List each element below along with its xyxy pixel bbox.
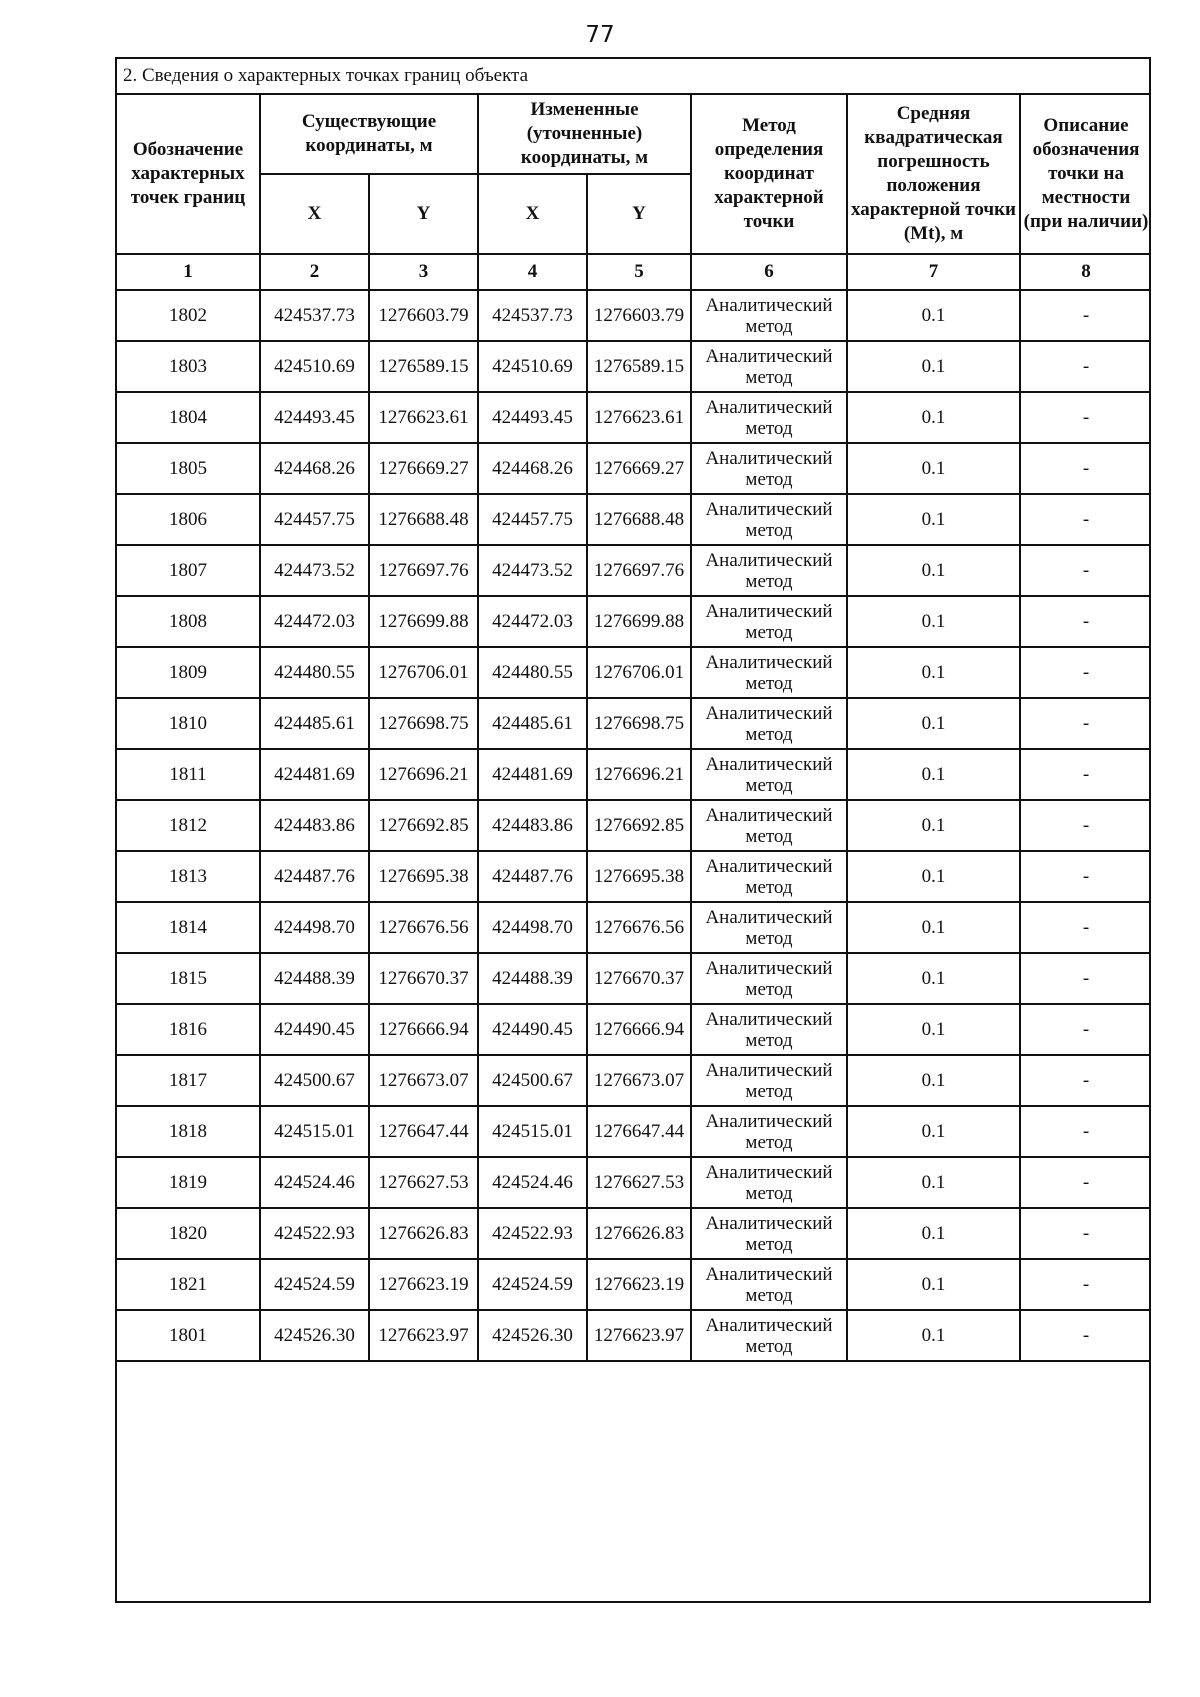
- description-cell: -: [1020, 1055, 1151, 1106]
- accuracy-cell: 0.1: [847, 596, 1020, 647]
- accuracy-cell: 0.1: [847, 851, 1020, 902]
- table-row: [117, 1004, 1151, 1055]
- existing-y-cell: 1276627.53: [369, 1157, 478, 1208]
- changed-y-cell: 1276696.21: [587, 749, 691, 800]
- existing-x-cell: 424472.03: [260, 596, 369, 647]
- table-row: [117, 800, 1151, 851]
- table-row: [117, 443, 1151, 494]
- point-id-cell: 1805: [117, 443, 260, 494]
- table-row: [117, 749, 1151, 800]
- existing-y-cell: 1276698.75: [369, 698, 478, 749]
- method-line: метод: [745, 825, 793, 847]
- point-id-cell: 1814: [117, 902, 260, 953]
- point-id-cell: 1812: [117, 800, 260, 851]
- point-id-cell: 1802: [117, 290, 260, 341]
- method-line: метод: [745, 315, 793, 337]
- column-number: 5: [587, 254, 691, 290]
- table-row: [117, 494, 1151, 545]
- accuracy-cell: 0.1: [847, 392, 1020, 443]
- point-id-cell: 1816: [117, 1004, 260, 1055]
- existing-x-cell: 424524.46: [260, 1157, 369, 1208]
- accuracy-cell: 0.1: [847, 1157, 1020, 1208]
- column-number: 6: [691, 254, 847, 290]
- method-line: Аналитический: [705, 396, 833, 418]
- method-line: Аналитический: [705, 498, 833, 520]
- existing-x-cell: 424488.39: [260, 953, 369, 1004]
- method-line: метод: [745, 366, 793, 388]
- description-cell: -: [1020, 596, 1151, 647]
- table-row: [117, 953, 1151, 1004]
- changed-y-cell: 1276697.76: [587, 545, 691, 596]
- changed-x-cell: 424537.73: [478, 290, 587, 341]
- method-line: метод: [745, 1182, 793, 1204]
- method-cell: [691, 953, 847, 1004]
- existing-y-cell: 1276706.01: [369, 647, 478, 698]
- changed-y-cell: 1276603.79: [587, 290, 691, 341]
- method-line: Аналитический: [705, 600, 833, 622]
- method-line: метод: [745, 1284, 793, 1306]
- header-changed-y: Y: [587, 174, 691, 254]
- changed-x-cell: 424487.76: [478, 851, 587, 902]
- description-cell: -: [1020, 494, 1151, 545]
- method-cell: [691, 443, 847, 494]
- changed-y-cell: 1276666.94: [587, 1004, 691, 1055]
- method-cell: [691, 749, 847, 800]
- page-number: 77: [585, 22, 615, 48]
- point-id-cell: 1807: [117, 545, 260, 596]
- method-line: Аналитический: [705, 1263, 833, 1285]
- changed-y-cell: 1276699.88: [587, 596, 691, 647]
- accuracy-cell: 0.1: [847, 443, 1020, 494]
- method-line: Аналитический: [705, 804, 833, 826]
- column-number: 3: [369, 254, 478, 290]
- method-line: метод: [745, 519, 793, 541]
- point-id-cell: 1817: [117, 1055, 260, 1106]
- point-id-cell: 1811: [117, 749, 260, 800]
- boundary-points-table: [117, 59, 1151, 1362]
- method-line: Аналитический: [705, 1314, 833, 1336]
- existing-x-cell: 424537.73: [260, 290, 369, 341]
- method-cell: [691, 392, 847, 443]
- method-cell: [691, 851, 847, 902]
- method-line: метод: [745, 621, 793, 643]
- changed-y-cell: 1276688.48: [587, 494, 691, 545]
- existing-x-cell: 424526.30: [260, 1310, 369, 1361]
- changed-x-cell: 424457.75: [478, 494, 587, 545]
- accuracy-cell: 0.1: [847, 1055, 1020, 1106]
- point-id-cell: 1813: [117, 851, 260, 902]
- method-line: Аналитический: [705, 1008, 833, 1030]
- existing-y-cell: 1276589.15: [369, 341, 478, 392]
- description-cell: -: [1020, 647, 1151, 698]
- accuracy-cell: 0.1: [847, 647, 1020, 698]
- accuracy-cell: 0.1: [847, 1004, 1020, 1055]
- method-cell: [691, 1106, 847, 1157]
- changed-x-cell: 424526.30: [478, 1310, 587, 1361]
- description-cell: -: [1020, 1259, 1151, 1310]
- changed-x-cell: 424493.45: [478, 392, 587, 443]
- accuracy-cell: 0.1: [847, 1259, 1020, 1310]
- changed-y-cell: 1276589.15: [587, 341, 691, 392]
- existing-x-cell: 424490.45: [260, 1004, 369, 1055]
- point-id-cell: 1804: [117, 392, 260, 443]
- method-line: Аналитический: [705, 447, 833, 469]
- accuracy-cell: 0.1: [847, 749, 1020, 800]
- description-cell: -: [1020, 953, 1151, 1004]
- changed-y-cell: 1276706.01: [587, 647, 691, 698]
- table-row: [117, 902, 1151, 953]
- changed-x-cell: 424472.03: [478, 596, 587, 647]
- existing-y-cell: 1276623.97: [369, 1310, 478, 1361]
- section-title: 2. Сведения о характерных точках границ объекта: [117, 59, 1151, 94]
- method-line: Аналитический: [705, 957, 833, 979]
- point-id-cell: 1803: [117, 341, 260, 392]
- point-id-cell: 1808: [117, 596, 260, 647]
- method-cell: [691, 494, 847, 545]
- method-line: метод: [745, 978, 793, 1000]
- method-line: метод: [745, 468, 793, 490]
- changed-x-cell: 424498.70: [478, 902, 587, 953]
- table-row: [117, 851, 1151, 902]
- table-row: [117, 1310, 1151, 1361]
- changed-x-cell: 424485.61: [478, 698, 587, 749]
- header-existing-coordinates: Существующие координаты, м: [260, 94, 478, 174]
- existing-y-cell: 1276697.76: [369, 545, 478, 596]
- method-cell: [691, 596, 847, 647]
- changed-x-cell: 424468.26: [478, 443, 587, 494]
- table-row: [117, 596, 1151, 647]
- changed-y-cell: 1276695.38: [587, 851, 691, 902]
- point-id-cell: 1809: [117, 647, 260, 698]
- method-cell: [691, 698, 847, 749]
- table-row: [117, 1259, 1151, 1310]
- changed-x-cell: 424490.45: [478, 1004, 587, 1055]
- existing-y-cell: 1276688.48: [369, 494, 478, 545]
- column-number: 2: [260, 254, 369, 290]
- accuracy-cell: 0.1: [847, 290, 1020, 341]
- existing-y-cell: 1276670.37: [369, 953, 478, 1004]
- table-row: [117, 545, 1151, 596]
- header-changed-coordinates: Измененные (уточненные) координаты, м: [478, 94, 691, 174]
- changed-y-cell: 1276647.44: [587, 1106, 691, 1157]
- existing-y-cell: 1276695.38: [369, 851, 478, 902]
- changed-y-cell: 1276623.97: [587, 1310, 691, 1361]
- point-id-cell: 1815: [117, 953, 260, 1004]
- method-cell: [691, 1208, 847, 1259]
- method-line: Аналитический: [705, 906, 833, 928]
- changed-x-cell: 424524.46: [478, 1157, 587, 1208]
- description-cell: -: [1020, 1208, 1151, 1259]
- accuracy-cell: 0.1: [847, 953, 1020, 1004]
- existing-y-cell: 1276669.27: [369, 443, 478, 494]
- description-cell: -: [1020, 290, 1151, 341]
- point-id-cell: 1806: [117, 494, 260, 545]
- changed-y-cell: 1276623.19: [587, 1259, 691, 1310]
- changed-y-cell: 1276627.53: [587, 1157, 691, 1208]
- method-line: Аналитический: [705, 1161, 833, 1183]
- description-cell: -: [1020, 902, 1151, 953]
- existing-y-cell: 1276603.79: [369, 290, 478, 341]
- table-row: [117, 1208, 1151, 1259]
- table-row: [117, 341, 1151, 392]
- description-cell: -: [1020, 698, 1151, 749]
- header-accuracy: Средняя квадратическая погрешность положения характерной точки (Mt), м: [847, 94, 1020, 254]
- method-cell: [691, 1157, 847, 1208]
- description-cell: -: [1020, 392, 1151, 443]
- existing-y-cell: 1276692.85: [369, 800, 478, 851]
- column-number: 1: [117, 254, 260, 290]
- method-line: метод: [745, 1029, 793, 1051]
- table-row: [117, 647, 1151, 698]
- header-designation: Обозначение характерных точек границ: [117, 94, 260, 254]
- method-cell: [691, 1004, 847, 1055]
- description-cell: -: [1020, 851, 1151, 902]
- method-line: метод: [745, 672, 793, 694]
- changed-x-cell: 424515.01: [478, 1106, 587, 1157]
- description-cell: -: [1020, 1004, 1151, 1055]
- existing-x-cell: 424493.45: [260, 392, 369, 443]
- changed-y-cell: 1276669.27: [587, 443, 691, 494]
- table-body: [117, 290, 1151, 1361]
- header-changed-x: X: [478, 174, 587, 254]
- point-id-cell: 1821: [117, 1259, 260, 1310]
- table-row: [117, 1106, 1151, 1157]
- changed-y-cell: 1276670.37: [587, 953, 691, 1004]
- method-cell: [691, 647, 847, 698]
- existing-x-cell: 424468.26: [260, 443, 369, 494]
- accuracy-cell: 0.1: [847, 698, 1020, 749]
- method-line: Аналитический: [705, 294, 833, 316]
- accuracy-cell: 0.1: [847, 902, 1020, 953]
- existing-x-cell: 424487.76: [260, 851, 369, 902]
- point-id-cell: 1818: [117, 1106, 260, 1157]
- changed-y-cell: 1276698.75: [587, 698, 691, 749]
- method-line: метод: [745, 1080, 793, 1102]
- method-cell: [691, 290, 847, 341]
- method-line: метод: [745, 1335, 793, 1357]
- method-line: Аналитический: [705, 549, 833, 571]
- point-id-cell: 1810: [117, 698, 260, 749]
- point-id-cell: 1819: [117, 1157, 260, 1208]
- accuracy-cell: 0.1: [847, 800, 1020, 851]
- description-cell: -: [1020, 1106, 1151, 1157]
- point-id-cell: 1801: [117, 1310, 260, 1361]
- existing-x-cell: 424480.55: [260, 647, 369, 698]
- method-cell: [691, 341, 847, 392]
- column-number: 7: [847, 254, 1020, 290]
- accuracy-cell: 0.1: [847, 341, 1020, 392]
- accuracy-cell: 0.1: [847, 1310, 1020, 1361]
- method-line: метод: [745, 417, 793, 439]
- method-cell: [691, 800, 847, 851]
- existing-x-cell: 424473.52: [260, 545, 369, 596]
- changed-x-cell: 424481.69: [478, 749, 587, 800]
- changed-y-cell: 1276676.56: [587, 902, 691, 953]
- column-number: 4: [478, 254, 587, 290]
- changed-y-cell: 1276692.85: [587, 800, 691, 851]
- changed-x-cell: 424522.93: [478, 1208, 587, 1259]
- table-row: [117, 392, 1151, 443]
- existing-x-cell: 424510.69: [260, 341, 369, 392]
- accuracy-cell: 0.1: [847, 545, 1020, 596]
- table-row: [117, 698, 1151, 749]
- header-existing-y: Y: [369, 174, 478, 254]
- changed-y-cell: 1276623.61: [587, 392, 691, 443]
- method-line: метод: [745, 570, 793, 592]
- existing-x-cell: 424524.59: [260, 1259, 369, 1310]
- changed-x-cell: 424488.39: [478, 953, 587, 1004]
- description-cell: -: [1020, 1157, 1151, 1208]
- method-line: метод: [745, 723, 793, 745]
- changed-x-cell: 424510.69: [478, 341, 587, 392]
- method-line: Аналитический: [705, 345, 833, 367]
- method-line: Аналитический: [705, 651, 833, 673]
- existing-y-cell: 1276696.21: [369, 749, 478, 800]
- existing-y-cell: 1276647.44: [369, 1106, 478, 1157]
- column-number: 8: [1020, 254, 1151, 290]
- existing-y-cell: 1276676.56: [369, 902, 478, 953]
- point-id-cell: 1820: [117, 1208, 260, 1259]
- method-line: Аналитический: [705, 855, 833, 877]
- existing-y-cell: 1276626.83: [369, 1208, 478, 1259]
- existing-y-cell: 1276623.19: [369, 1259, 478, 1310]
- changed-y-cell: 1276673.07: [587, 1055, 691, 1106]
- method-line: метод: [745, 876, 793, 898]
- table-row: [117, 1157, 1151, 1208]
- existing-x-cell: 424457.75: [260, 494, 369, 545]
- table-row: [117, 290, 1151, 341]
- method-line: Аналитический: [705, 1110, 833, 1132]
- accuracy-cell: 0.1: [847, 1106, 1020, 1157]
- document-sheet: [115, 57, 1151, 1603]
- existing-y-cell: 1276666.94: [369, 1004, 478, 1055]
- method-line: метод: [745, 1233, 793, 1255]
- description-cell: -: [1020, 341, 1151, 392]
- method-line: Аналитический: [705, 1059, 833, 1081]
- existing-y-cell: 1276673.07: [369, 1055, 478, 1106]
- method-cell: [691, 1259, 847, 1310]
- method-cell: [691, 545, 847, 596]
- changed-x-cell: 424480.55: [478, 647, 587, 698]
- method-cell: [691, 1310, 847, 1361]
- changed-x-cell: 424524.59: [478, 1259, 587, 1310]
- existing-x-cell: 424515.01: [260, 1106, 369, 1157]
- method-line: Аналитический: [705, 1212, 833, 1234]
- method-line: Аналитический: [705, 753, 833, 775]
- existing-x-cell: 424500.67: [260, 1055, 369, 1106]
- description-cell: -: [1020, 749, 1151, 800]
- description-cell: -: [1020, 545, 1151, 596]
- changed-y-cell: 1276626.83: [587, 1208, 691, 1259]
- changed-x-cell: 424473.52: [478, 545, 587, 596]
- description-cell: -: [1020, 1310, 1151, 1361]
- header-method: Метод определения координат характерной точки: [691, 94, 847, 254]
- changed-x-cell: 424500.67: [478, 1055, 587, 1106]
- changed-x-cell: 424483.86: [478, 800, 587, 851]
- column-numbers-row: [117, 254, 1151, 290]
- existing-x-cell: 424481.69: [260, 749, 369, 800]
- existing-y-cell: 1276623.61: [369, 392, 478, 443]
- existing-x-cell: 424485.61: [260, 698, 369, 749]
- description-cell: -: [1020, 800, 1151, 851]
- existing-x-cell: 424483.86: [260, 800, 369, 851]
- method-cell: [691, 902, 847, 953]
- accuracy-cell: 0.1: [847, 494, 1020, 545]
- method-line: метод: [745, 927, 793, 949]
- existing-y-cell: 1276699.88: [369, 596, 478, 647]
- description-cell: -: [1020, 443, 1151, 494]
- method-line: Аналитический: [705, 702, 833, 724]
- method-line: метод: [745, 1131, 793, 1153]
- table-row: [117, 1055, 1151, 1106]
- existing-x-cell: 424522.93: [260, 1208, 369, 1259]
- header-existing-x: X: [260, 174, 369, 254]
- method-line: метод: [745, 774, 793, 796]
- header-description: Описание обозначения точки на местности (при наличии): [1020, 94, 1151, 254]
- accuracy-cell: 0.1: [847, 1208, 1020, 1259]
- method-cell: [691, 1055, 847, 1106]
- existing-x-cell: 424498.70: [260, 902, 369, 953]
